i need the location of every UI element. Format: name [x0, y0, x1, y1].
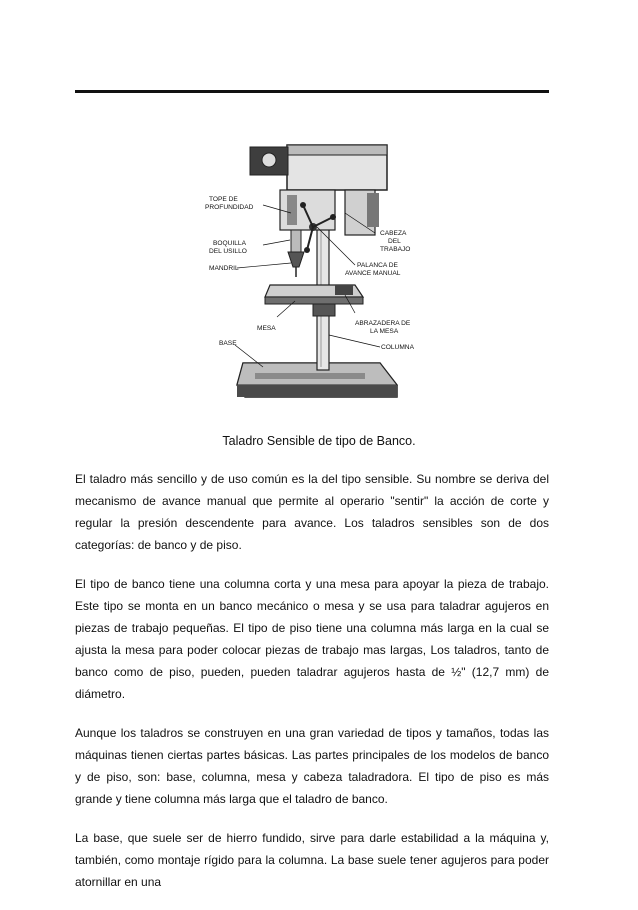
label-tope: TOPE DE PROFUNDIDAD: [205, 196, 254, 211]
paragraph: La base, que suele ser de hierro fundido, sirve para darle estabilidad a la máquina y, también, como montaje rígido para la columna. La base suele tener agujeros para poder atornillar en una: [75, 831, 549, 889]
label-columna: COLUMNA: [381, 344, 414, 351]
label-abrazadera: ABRAZADERA DE LA MESA: [355, 320, 411, 335]
paragraph: Aunque los taladros se construyen en una gran variedad de tipos y tamaños, todas las máquinas tienen ciertas partes básicas. Las partes principales de los modelos de banco y de piso, son: base, columna, mesa y cabeza taladradora. El tipo de piso es más grande y tiene columna más larga que el taladro de banco.: [75, 726, 549, 806]
label-cabeza: CABEZA DEL TRABAJO: [380, 230, 411, 253]
figure-caption: Taladro Sensible de tipo de Banco.: [222, 434, 416, 448]
drill-press-illustration: [195, 135, 435, 410]
label-mandril: MANDRIL: [209, 265, 239, 272]
paragraph: El tipo de banco tiene una columna corta y una mesa para apoyar la pieza de trabajo. Este tipo se monta en un banco mecánico o mesa y se usa para taladrar agujeros en piezas de trabajo pequeñas. El tipo de piso tiene una columna más larga en la cual se ajusta la mesa para poder colocar piezas de trabajo mas largas, Los taladros, tanto de banco como de piso, pueden, pueden taladrar agujeros hasta de ½" (12,7 mm) de diámetro.: [75, 577, 549, 701]
label-base: BASE: [219, 340, 237, 347]
label-mesa: MESA: [257, 325, 276, 332]
paragraph: El taladro más sencillo y de uso común es la del tipo sensible. Su nombre se deriva del mecanismo de avance manual que permite al operario "sentir" la acción de corte y regular la presión descendente para avance. Los taladros sensibles son de dos categorías: de banco y de piso.: [75, 472, 549, 552]
label-boquilla: BOQUILLA DEL USILLO: [209, 240, 247, 255]
label-palanca: PALANCA DE AVANCE MANUAL: [345, 262, 401, 277]
body-text: [75, 468, 549, 910]
header-rule: [75, 90, 549, 93]
drill-press-drawing: [195, 135, 435, 410]
